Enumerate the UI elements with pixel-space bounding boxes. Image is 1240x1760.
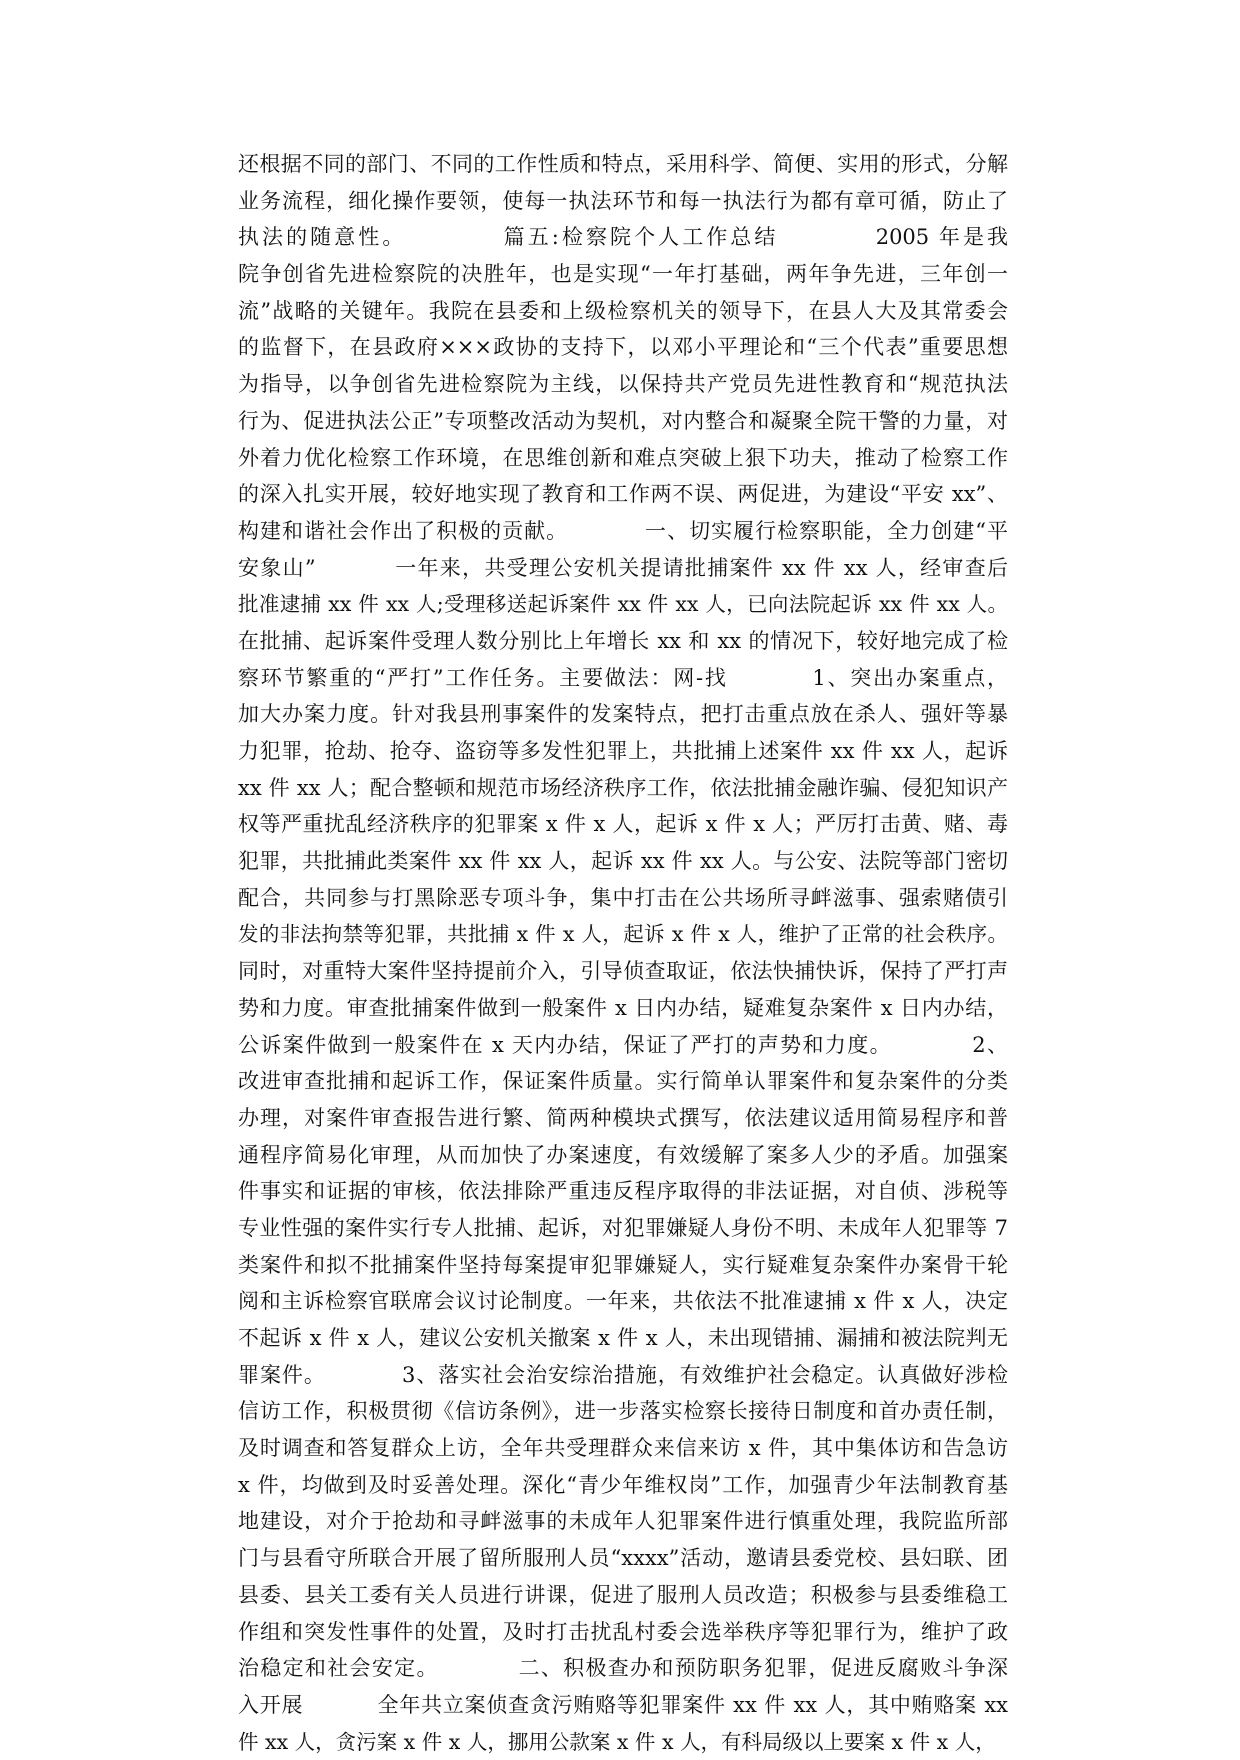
text-line: 外着力优化检察工作环境，在思维创新和难点突破上狠下功夫，推动了检察工作 bbox=[238, 445, 1008, 470]
text-line: 县委、县关工委有关人员进行讲课，促进了服刑人员改造；积极参与县委维稳工 bbox=[238, 1582, 1008, 1607]
text-line: 地建设，对介于抢劫和寻衅滋事的未成年人犯罪案件进行慎重处理，我院监所部 bbox=[238, 1509, 1008, 1534]
text-line: 件 xx 人，贪污案 x 件 x 人，挪用公款案 x 件 x 人，有科局级以上要案 x 件 x 人， bbox=[238, 1729, 996, 1754]
text-line: 加大办案力度。针对我县刑事案件的发案特点，把打击重点放在杀人、强奸等暴 bbox=[238, 702, 1008, 727]
text-line: 通程序简易化审理，从而加快了办案速度，有效缓解了案多人少的矛盾。加强案 bbox=[238, 1142, 1008, 1167]
body-text bbox=[238, 146, 1008, 1760]
text-line: 件事实和证据的审核，依法排除严重违反程序取得的非法证据，对自侦、涉税等 bbox=[238, 1179, 1008, 1204]
text-line: 配合，共同参与打黑除恶专项斗争，集中打击在公共场所寻衅滋事、强索赌债引 bbox=[238, 885, 1008, 910]
text-line: 公诉案件做到一般案件在 x 天内办结，保证了严打的声势和力度。 2、 bbox=[238, 1032, 1008, 1057]
text-line: 院争创省先进检察院的决胜年，也是实现“一年打基础，两年争先进，三年创一 bbox=[238, 262, 1008, 287]
text-line: 改进审查批捕和起诉工作，保证案件质量。实行简单认罪案件和复杂案件的分类 bbox=[238, 1069, 1008, 1094]
text-line: 及时调查和答复群众上访，全年共受理群众来信来访 x 件，其中集体访和告急访 bbox=[238, 1436, 1008, 1461]
text-line: 还根据不同的部门、不同的工作性质和特点，采用科学、简便、实用的形式，分解 bbox=[238, 152, 1008, 176]
text-line: 业务流程，细化操作要领，使每一执法环节和每一执法行为都有章可循，防止了 bbox=[238, 188, 1008, 213]
text-line: 信访工作，积极贯彻《信访条例》，进一步落实检察长接待日制度和首办责任制， bbox=[238, 1399, 1008, 1424]
text-line: 阅和主诉检察官联席会议讨论制度。一年来，共依法不批准逮捕 x 件 x 人，决定 bbox=[238, 1289, 1008, 1314]
text-line: 势和力度。审查批捕案件做到一般案件 x 日内办结，疑难复杂案件 x 日内办结， bbox=[238, 995, 1008, 1020]
text-line: 发的非法拘禁等犯罪，共批捕 x 件 x 人，起诉 x 件 x 人，维护了正常的社会秩序。 bbox=[238, 922, 1008, 947]
text-line: 构建和谐社会作出了积极的贡献。 一、切实履行检察职能，全力创建“平 bbox=[238, 518, 1008, 543]
text-line: 流”战略的关键年。我院在县委和上级检察机关的领导下，在县人大及其常委会 bbox=[238, 298, 1008, 323]
text-line: 犯罪，共批捕此类案件 xx 件 xx 人，起诉 xx 件 xx 人。与公安、法院等部门密切 bbox=[238, 849, 1008, 874]
text-line: 治稳定和社会安定。 二、积极查办和预防职务犯罪，促进反腐败斗争深 bbox=[238, 1656, 1008, 1681]
text-line: x 件，均做到及时妥善处理。深化“青少年维权岗”工作，加强青少年法制教育基 bbox=[238, 1472, 1008, 1497]
text-line: 权等严重扰乱经济秩序的犯罪案 x 件 x 人，起诉 x 件 x 人；严厉打击黄、赌、毒 bbox=[238, 812, 1008, 837]
text-line: 罪案件。 3、落实社会治安综治措施，有效维护社会稳定。认真做好涉检 bbox=[238, 1362, 1008, 1387]
text-line: 入开展 全年共立案侦查贪污贿赂等犯罪案件 xx 件 xx 人，其中贿赂案 xx bbox=[238, 1692, 1008, 1717]
text-line: 专业性强的案件实行专人批捕、起诉，对犯罪嫌疑人身份不明、未成年人犯罪等 7 bbox=[238, 1215, 1008, 1240]
text-line: 安象山” 一年来，共受理公安机关提请批捕案件 xx 件 xx 人，经审查后 bbox=[238, 555, 1008, 580]
text-line: 办理，对案件审查报告进行繁、简两种模块式撰写，依法建议适用简易程序和普 bbox=[238, 1105, 1008, 1130]
text-line: 不起诉 x 件 x 人，建议公安机关撤案 x 件 x 人，未出现错捕、漏捕和被法院判无 bbox=[238, 1326, 1008, 1350]
text-line: 为指导，以争创省先进检察院为主线，以保持共产党员先进性教育和“规范执法 bbox=[238, 372, 1008, 397]
text-line: 的监督下，在县政府×××政协的支持下，以邓小平理论和“三个代表”重要思想 bbox=[238, 335, 1008, 360]
text-line: 的深入扎实开展，较好地实现了教育和工作两不误、两促进，为建设“平安 xx”、 bbox=[238, 482, 1008, 507]
text-line: 执法的随意性。 篇五:检察院个人工作总结 2005 年是我 bbox=[238, 225, 1008, 250]
text-line: 类案件和拟不批捕案件坚持每案提审犯罪嫌疑人，实行疑难复杂案件办案骨干轮 bbox=[238, 1252, 1008, 1277]
text-line: xx 件 xx 人；配合整顿和规范市场经济秩序工作，依法批捕金融诈骗、侵犯知识产 bbox=[238, 775, 1008, 800]
text-line: 在批捕、起诉案件受理人数分别比上年增长 xx 和 xx 的情况下，较好地完成了检 bbox=[238, 628, 1008, 653]
text-line: 作组和突发性事件的处置，及时打击扰乱村委会选举秩序等犯罪行为，维护了政 bbox=[238, 1619, 1008, 1644]
text-line: 同时，对重特大案件坚持提前介入，引导侦查取证，依法快捕快诉，保持了严打声 bbox=[238, 959, 1008, 984]
text-line: 批准逮捕 xx 件 xx 人;受理移送起诉案件 xx 件 xx 人，已向法院起诉 xx 件 xx 人。 bbox=[238, 592, 1008, 617]
text-line: 门与县看守所联合开展了留所服刑人员“xxxx”活动，邀请县委党校、县妇联、团 bbox=[238, 1546, 1008, 1571]
text-line: 行为、促进执法公正”专项整改活动为契机，对内整合和凝聚全院干警的力量，对 bbox=[238, 408, 1008, 433]
text-line: 力犯罪，抢劫、抢夺、盗窃等多发性犯罪上，共批捕上述案件 xx 件 xx 人，起诉 bbox=[238, 739, 1008, 763]
text-line: 察环节繁重的“严打”工作任务。主要做法：网-找 1、突出办案重点， bbox=[238, 665, 1008, 690]
